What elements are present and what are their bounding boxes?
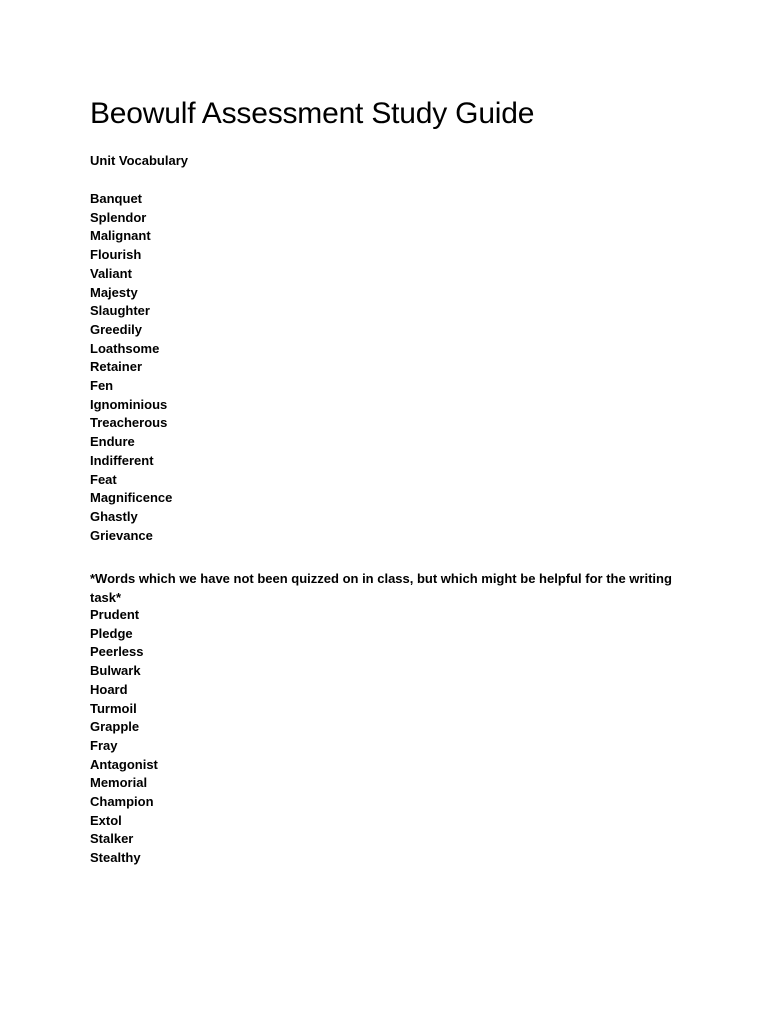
vocab-word: Treacherous [90, 415, 168, 431]
vocab-word: Grievance [90, 527, 153, 543]
extra-vocab-word: Bulwark [90, 663, 141, 679]
section-heading-unit-vocabulary: Unit Vocabulary [90, 153, 189, 168]
vocab-word: Retainer [90, 359, 143, 375]
vocab-word: Feat [90, 471, 117, 487]
extra-vocab-word: Champion [90, 794, 154, 810]
extra-vocab-word: Fray [90, 737, 118, 753]
extra-vocab-word: Antagonist [90, 756, 158, 772]
vocab-word: Malignant [90, 228, 151, 244]
vocab-word: Valiant [90, 265, 132, 281]
vocab-word: Indifferent [90, 452, 154, 468]
extra-vocab-word: Pledge [90, 625, 133, 641]
vocab-word: Loathsome [90, 340, 160, 356]
extra-vocab-word: Grapple [90, 719, 140, 735]
vocab-word: Majesty [90, 284, 138, 300]
extra-vocab-word: Peerless [90, 644, 144, 660]
vocab-word: Magnificence [90, 490, 173, 506]
vocab-word: Fen [90, 378, 114, 394]
vocab-word: Ghastly [90, 508, 138, 524]
extra-vocabulary-list [90, 606, 158, 868]
extra-vocab-word: Stealthy [90, 850, 141, 866]
vocab-word: Ignominious [90, 396, 168, 412]
extra-vocab-word: Extol [90, 812, 122, 828]
extra-vocab-word: Prudent [90, 607, 140, 622]
unit-vocabulary-list [90, 190, 172, 545]
vocab-word: Banquet [90, 191, 142, 206]
vocab-word: Greedily [90, 321, 143, 337]
vocab-word: Splendor [90, 209, 147, 225]
vocab-word: Slaughter [90, 303, 150, 319]
vocab-word: Flourish [90, 247, 142, 263]
extra-vocab-word: Hoard [90, 681, 128, 697]
document-title: Beowulf Assessment Study Guide [90, 97, 535, 130]
extra-words-note: *Words which we have not been quizzed on in class, but which might be helpful for the writing task* [90, 571, 672, 605]
extra-vocab-word: Memorial [90, 775, 148, 791]
extra-vocab-word: Stalker [90, 831, 134, 847]
extra-vocab-word: Turmoil [90, 700, 137, 716]
vocab-word: Endure [90, 434, 135, 450]
